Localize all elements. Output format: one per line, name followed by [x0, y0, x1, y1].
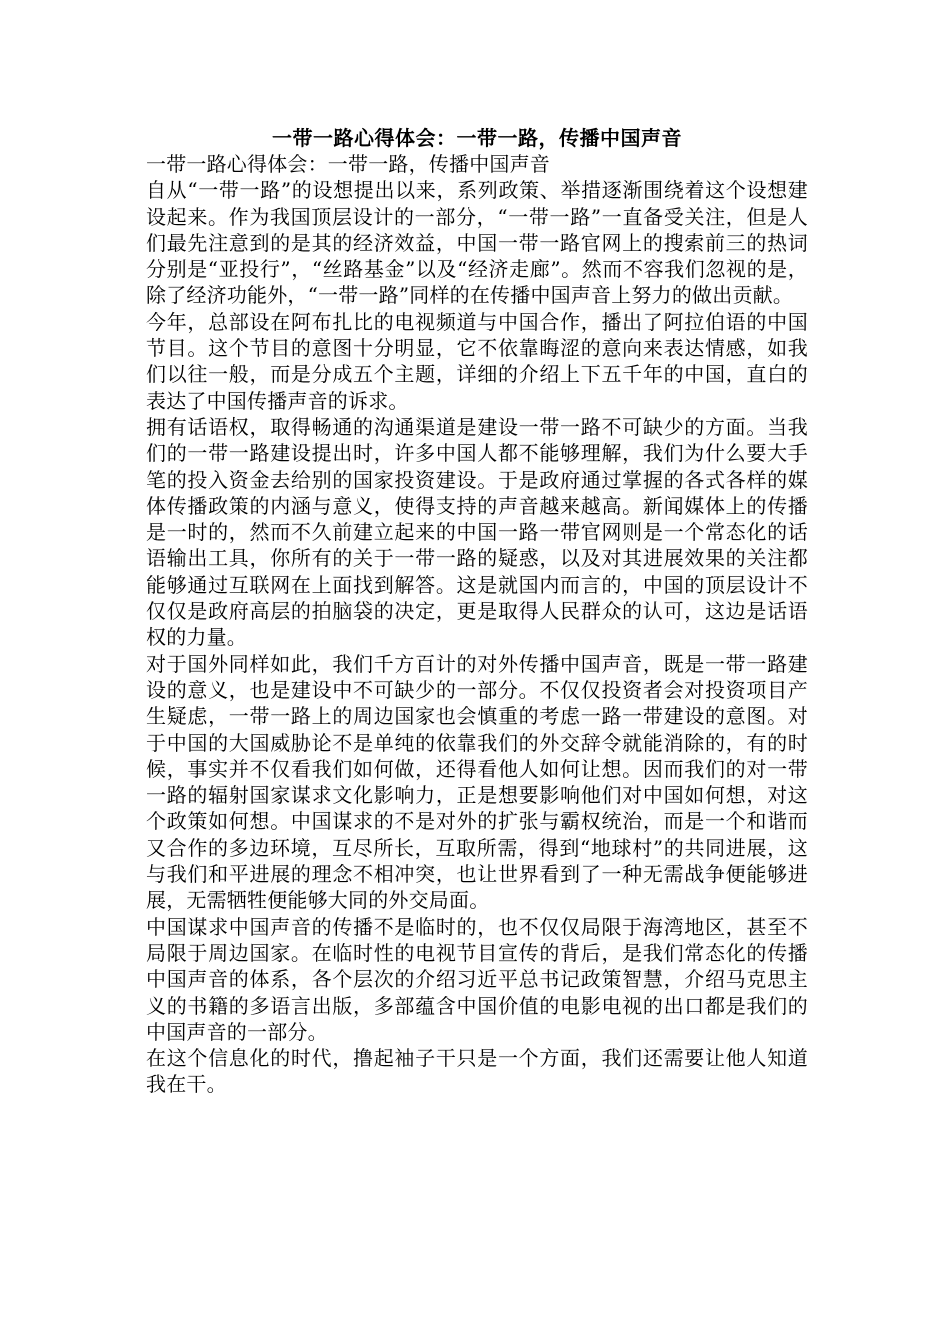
document-body — [146, 125, 808, 1098]
document-title: 一带一路心得体会：一带一路，传播中国声音 — [272, 126, 682, 150]
paragraph-tv-channel: 今年，总部设在阿布扎比的电视频道与中国合作，播出了阿拉伯语的中国节目。这个节目的意图十分明显，它不依靠晦涩的意向来表达情感，如我们以往一般，而是分成五个主题，详细的介绍上下五千年的中国，直白的表达了中国传播声音的诉求。 — [146, 309, 808, 413]
paragraph-conclusion: 在这个信息化的时代，撸起袖子干只是一个方面，我们还需要让他人知道我在干。 — [146, 1046, 808, 1097]
paragraph-intro: 自从“一带一路”的设想提出以来，系列政策、举措逐渐围绕着这个设想建设起来。作为我国顶层设计的一部分，“一带一路”一直备受关注，但是人们最先注意到的是其的经济效益，中国一带一路官网上的搜索前三的热词分别是“亚投行”，“丝路基金”以及“经济走廊”。然而不容我们忽视的是，除了经济功能外，“一带一路”同样的在传播中国声音上努力的做出贡献。 — [146, 178, 808, 308]
paragraph-discourse-power: 拥有话语权，取得畅通的沟通渠道是建设一带一路不可缺少的方面。当我们的一带一路建设提出时，许多中国人都不能够理解，我们为什么要大手笔的投入资金去给别的国家投资建设。于是政府通过掌握的各式各样的媒体传播政策的内涵与意义，使得支持的声音越来越高。新闻媒体上的传播是一时的，然而不久前建立起来的中国一路一带官网则是一个常态化的话语输出工具，你所有的关于一带一路的疑惑，以及对其进展效果的关注都能够通过互联网在上面找到解答。这是就国内而言的，中国的顶层设计不仅仅是政府高层的拍脑袋的决定，更是取得人民群众的认可，这边是话语权的力量。 — [146, 414, 808, 650]
paragraph-subtitle: 一带一路心得体会：一带一路，传播中国声音 — [146, 152, 550, 176]
paragraph-foreign-communication: 对于国外同样如此，我们千方百计的对外传播中国声音，既是一带一路建设的意义，也是建设中不可缺少的一部分。不仅仅投资者会对投资项目产生疑虑，一带一路上的周边国家也会慎重的考虑一路一带建设的意图。对于中国的大国威胁论不是单纯的依靠我们的外交辞令就能消除的，有的时候，事实并不仅看我们如何做，还得看他人如何让想。因而我们的对一带一路的辐射国家谋求文化影响力，正是想要影响他们对中国如何想，对这个政策如何想。中国谋求的不是对外的扩张与霸权统治，而是一个和谐而又合作的多边环境，互尽所长，互取所需，得到“地球村”的共同进展，这与我们和平进展的理念不相冲突，也让世界看到了一种无需战争便能够进展，无需牺牲便能够大同的外交局面。 — [146, 651, 808, 913]
paragraph-normalized-system: 中国谋求中国声音的传播不是临时的，也不仅仅局限于海湾地区，甚至不局限于周边国家。在临时性的电视节目宣传的背后，是我们常态化的传播中国声音的体系，各个层次的介绍习近平总书记政策智慧，介绍马克思主义的书籍的多语言出版，多部蕴含中国价值的电影电视的出口都是我们的中国声音的一部分。 — [146, 914, 808, 1044]
